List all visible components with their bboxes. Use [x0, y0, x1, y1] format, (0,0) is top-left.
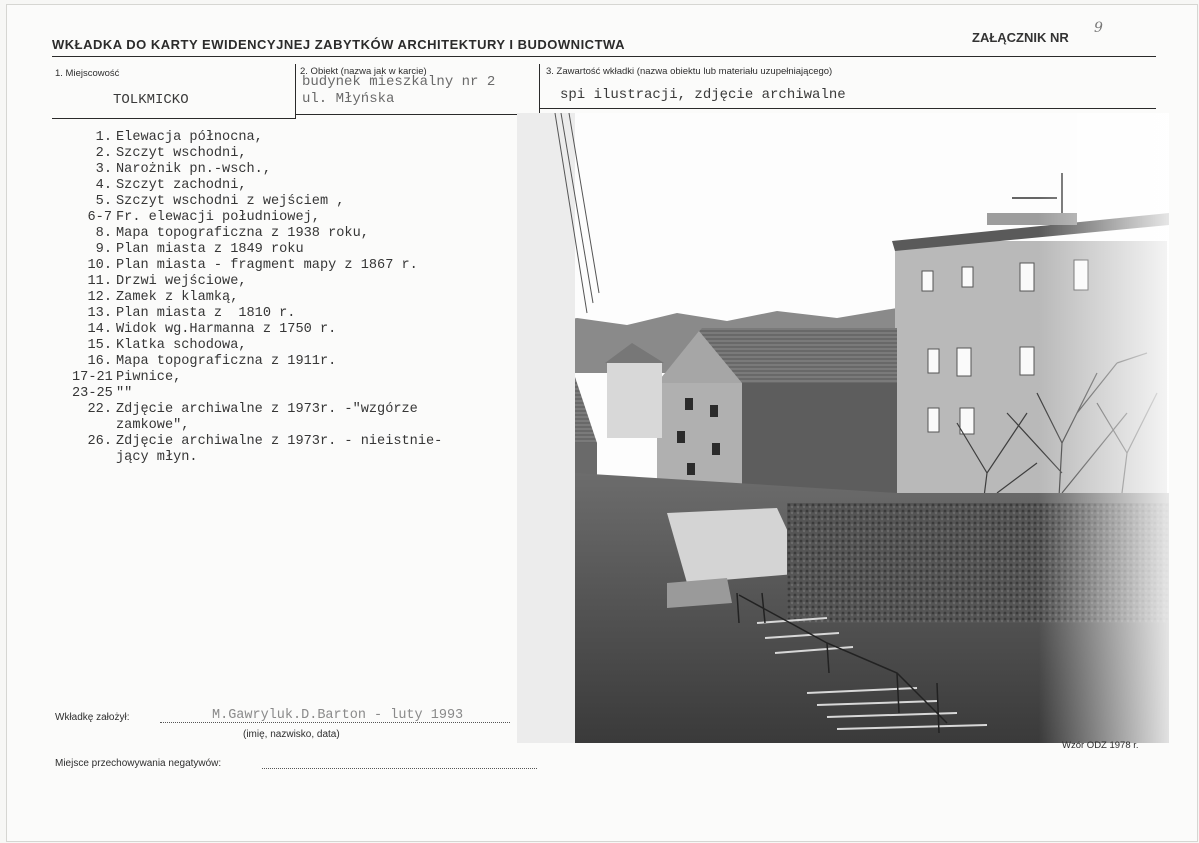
list-item [72, 386, 512, 402]
list-item [72, 130, 512, 146]
list-item-number: 8. [95, 226, 112, 241]
illustration-list [72, 130, 512, 466]
list-item-number: 5. [95, 194, 112, 209]
list-item [72, 418, 512, 434]
field-3-bottom-rule [540, 108, 1156, 109]
list-item-text: Elewacja północna, [116, 130, 263, 145]
created-by-hint: (imię, nazwisko, data) [243, 729, 340, 740]
list-item [72, 450, 512, 466]
list-item [72, 290, 512, 306]
list-item [72, 434, 512, 450]
contents-label: 3. Zawartość wkładki (nazwa obiektu lub materiału uzupełniającego) [546, 66, 833, 77]
list-item [72, 242, 512, 258]
header-rule [52, 56, 1156, 57]
list-item [72, 402, 512, 418]
list-item-text: Plan miasta z 1849 roku [116, 242, 304, 257]
list-item-number: 17-21 [72, 370, 113, 385]
list-item-text: Piwnice, [116, 370, 182, 385]
list-item-text: Widok wg.Harmanna z 1750 r. [116, 322, 337, 337]
locality-value: TOLKMICKO [113, 92, 189, 108]
list-item-text: Szczyt wschodni, [116, 146, 247, 161]
list-item-number: 22. [87, 402, 112, 417]
object-label: 2. Obiekt (nazwa jak w karcie) [300, 66, 427, 77]
field-divider-1 [295, 64, 296, 118]
form-model-caption: Wzór ODZ 1978 r. [1062, 740, 1139, 751]
field-divider-2 [539, 64, 540, 118]
list-item-text: Plan miasta z 1810 r. [116, 306, 296, 321]
list-item-text: Zdjęcie archiwalne z 1973r. - nieistnie- [116, 434, 443, 449]
list-item-text: Klatka schodowa, [116, 338, 247, 353]
list-item-number: 14. [87, 322, 112, 337]
list-item-text: Drzwi wejściowe, [116, 274, 247, 289]
list-item-text: Fr. elewacji południowej, [116, 210, 320, 225]
list-item [72, 354, 512, 370]
list-item [72, 162, 512, 178]
created-by-value: M.Gawryluk.D.Barton - luty 1993 [212, 708, 464, 723]
list-item-text: Szczyt zachodni, [116, 178, 247, 193]
created-by-label: Wkładkę założył: [55, 712, 130, 723]
list-item-number: 11. [87, 274, 112, 289]
list-item-text: Mapa topograficzna z 1911r. [116, 354, 337, 369]
list-item [72, 210, 512, 226]
list-item-number: 10. [87, 258, 112, 273]
locality-label: 1. Miejscowość [55, 68, 120, 79]
list-item [72, 178, 512, 194]
negatives-line [262, 768, 537, 769]
field-2-bottom-rule [296, 114, 540, 115]
field-1-bottom-rule [52, 118, 296, 119]
list-item-number: 4. [95, 178, 112, 193]
contents-value: spi ilustracji, zdjęcie archiwalne [560, 87, 846, 103]
list-item [72, 322, 512, 338]
list-item [72, 338, 512, 354]
archival-photo-image [517, 113, 1169, 743]
list-item-number: 3. [95, 162, 112, 177]
list-item-text: Szczyt wschodni z wejściem , [116, 194, 345, 209]
list-item [72, 306, 512, 322]
list-item-number: 12. [87, 290, 112, 305]
list-item-number: 9. [95, 242, 112, 257]
list-item [72, 146, 512, 162]
list-item [72, 194, 512, 210]
annex-number: 9 [1094, 20, 1103, 36]
object-value-line1: budynek mieszkalny nr 2 [302, 74, 496, 90]
list-item-number: 13. [87, 306, 112, 321]
list-item [72, 370, 512, 386]
list-item-number: 15. [87, 338, 112, 353]
form-title: WKŁADKA DO KARTY EWIDENCYJNEJ ZABYTKÓW ARCHITEKTURY I BUDOWNICTWA [52, 37, 625, 52]
list-item-text: jący młyn. [116, 450, 198, 465]
list-item-number: 2. [95, 146, 112, 161]
list-item-number: 23-25 [72, 386, 113, 401]
archival-photo [517, 113, 1169, 743]
object-value-line2: ul. Młyńska [302, 91, 395, 107]
list-item-number: 16. [87, 354, 112, 369]
list-item [72, 226, 512, 242]
list-item-text: Plan miasta - fragment mapy z 1867 r. [116, 258, 418, 273]
list-item-text: zamkowe", [116, 418, 190, 433]
list-item-number: 1. [95, 130, 112, 145]
list-item [72, 258, 512, 274]
list-item [72, 274, 512, 290]
list-item-number: 26. [87, 434, 112, 449]
annex-label: ZAŁĄCZNIK NR [972, 30, 1069, 45]
list-item-text: "" [116, 386, 133, 401]
list-item-text: Narożnik pn.-wsch., [116, 162, 271, 177]
list-item-text: Mapa topograficzna z 1938 roku, [116, 226, 369, 241]
list-item-text: Zamek z klamką, [116, 290, 239, 305]
list-item-number: 6-7 [87, 210, 112, 225]
list-item-text: Zdjęcie archiwalne z 1973r. -"wzgórze [116, 402, 418, 417]
negatives-label: Miejsce przechowywania negatywów: [55, 758, 222, 769]
